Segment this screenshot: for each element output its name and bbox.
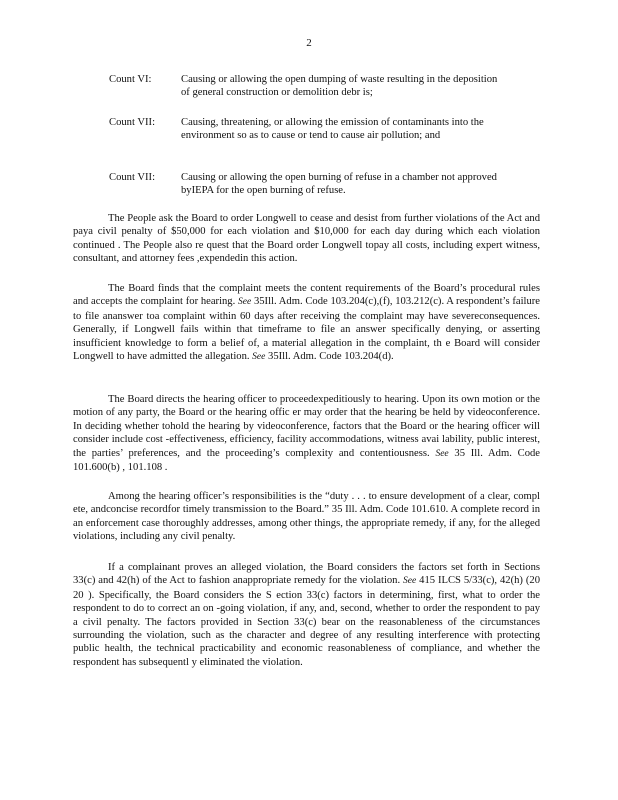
see-citation-signal: See: [238, 297, 252, 308]
paragraph-hearing-officer-duty: [73, 490, 540, 544]
count-item: [109, 116, 529, 158]
paragraph-text-part: 35Ill. Adm. Code 103.204(c),(f), 103.212(c). A respondent’s failure to file ananswer toa complaint within 60 days after receiving the complaint may have severeconsequences. Generally, if Longwell fails within that timeframe to file an answer specifically denying, or asserting insufficient knowledge to form a belief of, a material allegation in the complaint, th e Board will consider Longwell to have admitted the allegation.: [73, 296, 540, 363]
paragraph-relief-requested: [73, 212, 540, 266]
see-citation-signal: See: [252, 352, 266, 363]
count-item: [109, 73, 529, 101]
page-number: 2: [306, 37, 312, 49]
paragraph-text: [73, 393, 540, 474]
see-citation-signal: See: [403, 576, 417, 587]
paragraph-text: [73, 282, 540, 364]
count-label: Count VII:: [109, 117, 156, 128]
count-text: Causing or allowing the open burning of refuse in a chamber not approved byIEPA for the open burning of refuse.: [181, 172, 497, 197]
paragraph-text-part: The Board finds that the complaint meets the content requirements of the Board’s procedural rules and accepts the complaint for hearing.: [73, 283, 540, 308]
paragraph-text-part: 35Ill. Adm. Code 103.204(d).: [268, 351, 394, 363]
paragraph-text: Among the hearing officer’s responsibilities is the “duty . . . to ensure development of a clear, compl ete, andconcise recordfor timely transmission to the Board.” 35 Ill. Adm. Code 101.610. A complete record in an enforcement case thoroughly addresses, among other things, the appropriate remedy, if any, for the alleged violations, including any civil penalty.: [73, 491, 540, 543]
see-citation-signal: See: [435, 448, 449, 459]
count-label: Count VI:: [109, 74, 152, 85]
count-label: Count VII:: [109, 172, 156, 183]
paragraph-text-part: The Board directs the hearing officer to proceedexpeditiously to hearing. Upon its own motion or the motion of any party, the Board or the hearing offic er may order that the hearing be held by videoconference. In deciding whether tohold the hearing by videoconference, factors that the Board or the hearing officer will consider include cost -effectiveness, efficiency, facility accommodations, witness avai lability, public interest, the parties’ preferences, and the proceeding’s complexity and contentiousness.: [73, 394, 540, 459]
paragraph-complaint-accepted: [73, 282, 540, 364]
paragraph-remedy-factors: [73, 561, 540, 669]
count-text: Causing, threatening, or allowing the emission of contaminants into the environment so as to cause or tend to cause air pollution; and: [181, 117, 484, 142]
paragraph-text-part: 35 Ill. Adm. Code 101.600(b) , 101.108 .: [73, 447, 541, 474]
paragraph-text-part: 415 ILCS 5/33(c), 42(h) (20 20 ). Specifically, the Board considers the S ection 33(c) factors in determining, first, what to order the respondent to do to correct an on -going violation, if any, and, second, whether to order the respondent to pay a civil penalty. The factors provided in Section 33(c) bear on the reasonableness of the circumstances surrounding the violation, such as the character and degree of any resulting interference with protecting public health, the technical practicability and economic reasonableness of compliance, and whether the respondent has subsequentl y eliminated the violation.: [73, 575, 540, 668]
count-text: Causing or allowing the open dumping of waste resulting in the deposition of general construction or demolition debr is;: [181, 74, 498, 99]
count-item: [109, 171, 529, 199]
paragraph-hearing-officer-directive: [73, 393, 540, 474]
paragraph-text-part: If a complainant proves an alleged violation, the Board considers the factors set forth in Sections 33(c) and 42(h) of the Act to fashion anappropriate remedy for the violation.: [73, 562, 540, 587]
paragraph-text: The People ask the Board to order Longwell to cease and desist from further violations of the Act and paya civil penalty of $50,000 for each violation and $10,000 for each day during which each violation continued . The People also re quest that the Board order Longwell topay all costs, including expert witness, consultant, and attorney fees ,expendedin this action.: [73, 213, 540, 265]
paragraph-text: [73, 561, 540, 669]
